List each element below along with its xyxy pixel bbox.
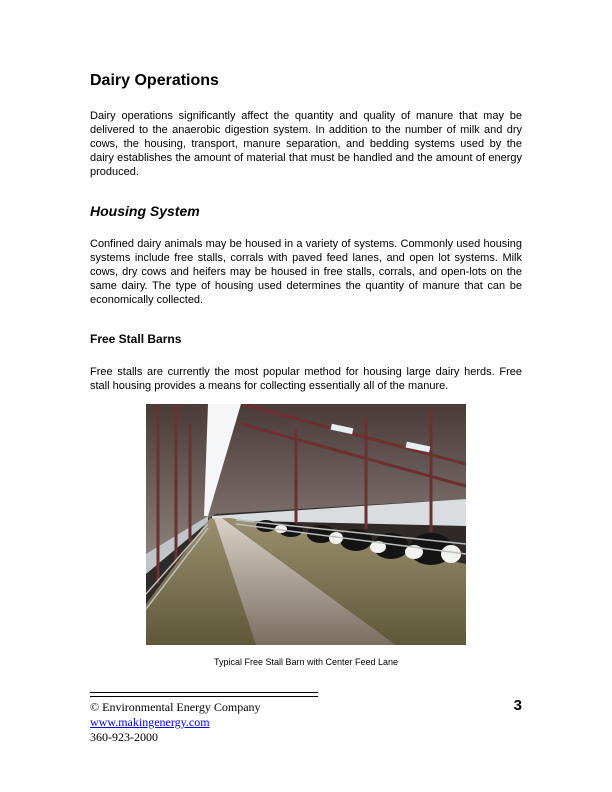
footer-phone: 360-923-2000 bbox=[90, 730, 158, 744]
photo-caption: Typical Free Stall Barn with Center Feed Lane bbox=[213, 657, 399, 667]
footer-rule-top bbox=[90, 692, 318, 693]
free-stall-barns-heading: Free Stall Barns bbox=[90, 332, 182, 346]
intro-paragraph: Dairy operations significantly affect the quantity and quality of manure that may be delivered to the anaerobic digestion system. In addition to the number of milk and dry cows, the housing, transport, manure separation, and bedding systems used by the dairy establishes the amount of material that must be handled and the amount of energy produced. bbox=[90, 110, 522, 178]
footer-copyright: © Environmental Energy Company bbox=[90, 700, 261, 714]
footer-website-link[interactable]: www.makingenergy.com bbox=[90, 715, 210, 729]
housing-system-heading: Housing System bbox=[90, 203, 200, 219]
page-number: 3 bbox=[513, 697, 522, 714]
free-stall-paragraph: Free stalls are currently the most popular method for housing large dairy herds. Free stall housing provides a means for collecting essentially all of the manure. bbox=[90, 366, 522, 392]
footer-rule-bottom bbox=[90, 696, 318, 697]
page-heading: Dairy Operations bbox=[90, 72, 219, 89]
free-stall-barn-photo bbox=[146, 404, 466, 645]
housing-system-paragraph: Confined dairy animals may be housed in a variety of systems. Commonly used housing systems include free stalls, corrals with paved feed lanes, and open lot systems. Milk cows, dry cows and heifers may be housed in free stalls, corrals, and open-lots on the same dairy. The type of housing used determines the quantity of manure that can be economically collected. bbox=[90, 238, 522, 306]
